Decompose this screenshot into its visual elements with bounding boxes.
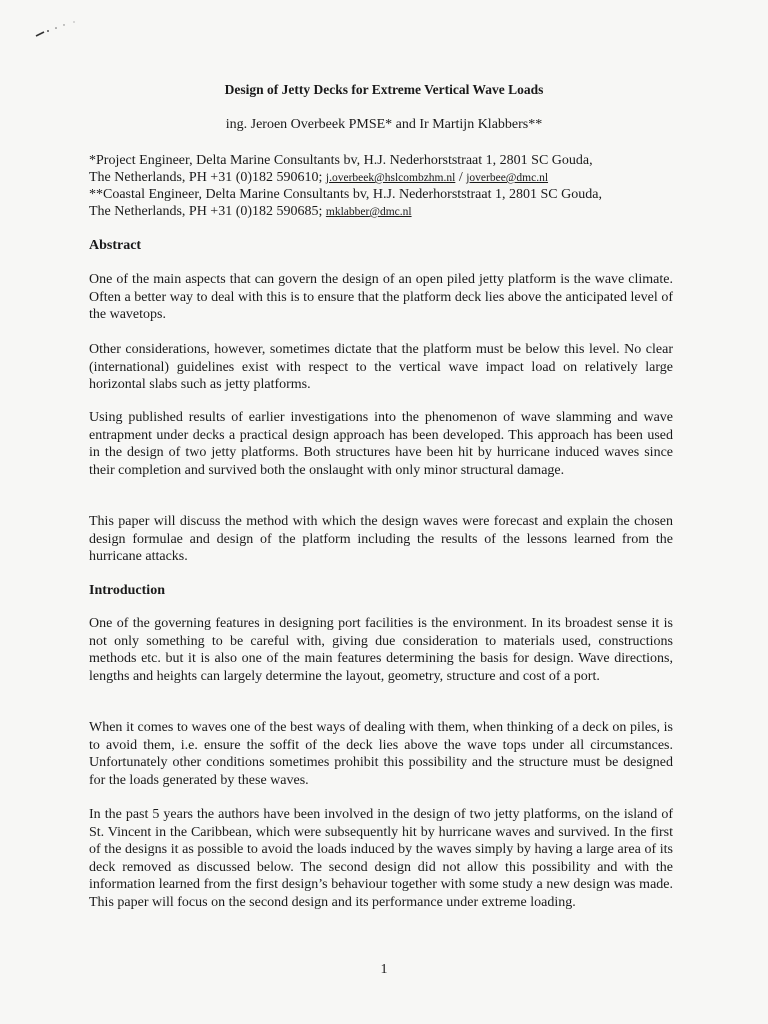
affiliation-1-line-2 [89,169,689,187]
abstract-paragraph-1: One of the main aspects that can govern the design of an open piled jetty platform is the wave climate. Often a better way to deal with this is to ensure that the platform deck lies above the anticipated level of the wavetops. [89,272,673,322]
introduction-paragraph-1: One of the governing features in designing port facilities is the environment. In its broadest sense it is not only something to be careful with, giving due consideration to materials used, constructions methods etc. but it is also one of the main features determining the basis for design. Wave directions, lengths and heights can largely determine the layout, geometry, structure and cost of a port. [89,616,673,684]
abstract-paragraph-2: Other considerations, however, sometimes dictate that the platform must be below this level. No clear (international) guidelines exist with respect to the vertical wave impact load on relatively large horizontal slabs such as jetty platforms. [89,342,673,392]
affiliation-2-line-2 [89,203,689,221]
affiliation-1-line-1: *Project Engineer, Delta Marine Consultants bv, H.J. Nederhorststraat 1, 2801 SC Gouda, [89,153,593,168]
scan-artifact-icon [30,18,90,46]
email-link-3[interactable]: mklabber@dmc.nl [325,206,412,218]
affiliation-2-contact: The Netherlands, PH +31 (0)182 590685; [89,204,326,219]
abstract-heading: Abstract [89,238,142,253]
introduction-heading: Introduction [89,583,165,598]
email-link-2[interactable]: joverbee@dmc.nl [466,172,549,184]
paper-title: Design of Jetty Decks for Extreme Vertical Wave Loads [224,82,544,97]
email-separator: / [455,170,467,185]
introduction-paragraph-3: In the past 5 years the authors have been involved in the design of two jetty platforms, on the island of St. Vincent in the Caribbean, which were subsequently hit by hurricane waves and survived. In the first of the designs it as possible to avoid the loads induced by the waves simply by having a large area of its deck removed as discussed below. The second design did not allow this possibility and with the information learned from the first design’s behaviour together with some study a new design was made. This paper will focus on the second design and its performance under extreme loading. [89,807,673,910]
email-link-1[interactable]: j.overbeek@hslcombzhm.nl [325,172,456,184]
affiliation-2-line-1: **Coastal Engineer, Delta Marine Consultants bv, H.J. Nederhorststraat 1, 2801 SC Gouda, [89,187,602,202]
introduction-paragraph-2: When it comes to waves one of the best ways of dealing with them, when thinking of a deck on piles, is to avoid them, i.e. ensure the soffit of the deck lies above the wave tops under all circumstances. Unfortunately other conditions sometimes prohibit this possibility and the structure must be designed for the loads generated by these waves. [89,720,673,788]
abstract-paragraph-3: Using published results of earlier investigations into the phenomenon of wave slamming and wave entrapment under decks a practical design approach has been developed. This approach has been used in the design of two jetty platforms. Both structures have been hit by hurricane induced waves since their completion and survived both the onslaught with only minor structural damage. [89,410,673,478]
abstract-paragraph-4: This paper will discuss the method with which the design waves were forecast and explain the chosen design formulae and design of the platform including the results of the lessons learned from the hurricane attacks. [89,514,673,564]
page-number: 1 [380,962,388,977]
affiliation-1-contact: The Netherlands, PH +31 (0)182 590610; [89,170,326,185]
author-line: ing. Jeroen Overbeek PMSE* and Ir Martijn Klabbers** [225,117,543,132]
